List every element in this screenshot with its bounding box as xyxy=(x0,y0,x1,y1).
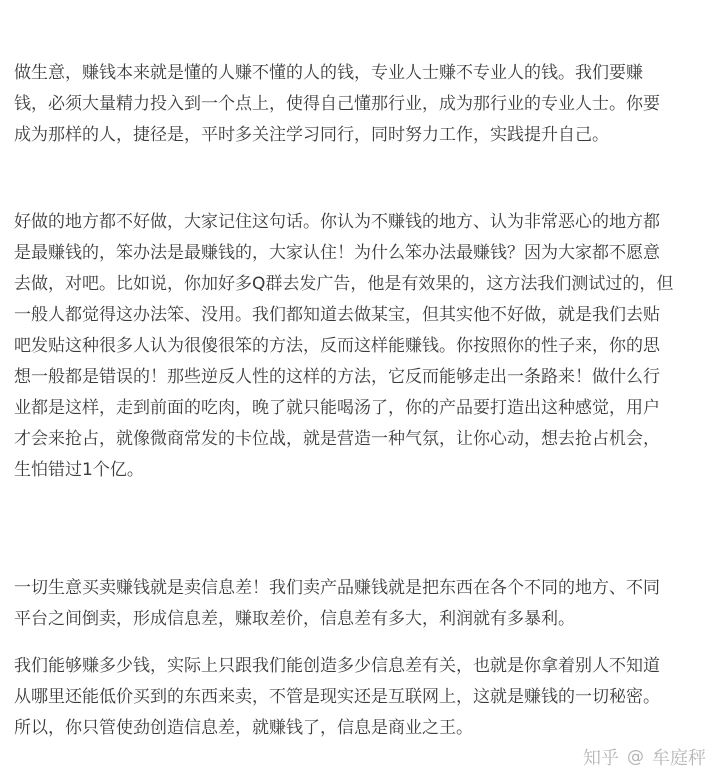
paragraph-1 xyxy=(14,58,704,151)
paragraph-line: 一切生意买卖赚钱就是卖信息差！我们卖产品赚钱就是把东西在各个不同的地方、不同 xyxy=(14,578,660,598)
article-body xyxy=(14,58,704,744)
paragraph-line: 钱，必须大量精力投入到一个点上，使得自己懂那行业，成为那行业的专业人士。你要 xyxy=(14,94,660,114)
paragraph-line: 我们能够赚多少钱，实际上只跟我们能创造多少信息差有关，也就是你拿着别人不知道 xyxy=(14,656,660,676)
paragraph-line: 所以，你只管使劲创造信息差，就赚钱了，信息是商业之王。 xyxy=(14,718,473,738)
paragraph-line: 生怕错过1个亿。 xyxy=(14,460,144,480)
watermark-site: 知乎 xyxy=(583,748,619,769)
zhihu-watermark xyxy=(583,744,706,770)
paragraph-line: 是最赚钱的，笨办法是最赚钱的，大家认住！为什么笨办法最赚钱？因为大家都不愿意 xyxy=(14,243,660,263)
watermark-author: 牟庭秤 xyxy=(652,748,706,769)
paragraph-line: 去做，对吧。比如说，你加好多Q群去发广告，他是有效果的，这方法我们测试过的，但 xyxy=(14,274,674,294)
paragraph-3 xyxy=(14,573,704,635)
paragraph-line: 做生意，赚钱本来就是懂的人赚不懂的人的钱，专业人士赚不专业人的钱。我们要赚 xyxy=(14,63,643,83)
paragraph-line: 成为那样的人，捷径是，平时多关注学习同行，同时努力工作，实践提升自己。 xyxy=(14,125,609,145)
paragraph-2 xyxy=(14,207,704,486)
paragraph-line: 一般人都觉得这办法笨、没用。我们都知道去做某宝，但其实他不好做，就是我们去贴 xyxy=(14,305,660,325)
paragraph-4 xyxy=(14,651,704,744)
paragraph-line: 平台之间倒卖，形成信息差，赚取差价，信息差有多大，利润就有多暴利。 xyxy=(14,609,575,629)
paragraph-line: 好做的地方都不好做，大家记住这句话。你认为不赚钱的地方、认为非常恶心的地方都 xyxy=(14,212,660,232)
paragraph-line: 从哪里还能低价买到的东西来卖，不管是现实还是互联网上，这就是赚钱的一切秘密。 xyxy=(14,687,660,707)
paragraph-line: 业都是这样，走到前面的吃肉，晚了就只能喝汤了，你的产品要打造出这种感觉，用户 xyxy=(14,398,660,418)
watermark-at: @ xyxy=(627,747,644,767)
paragraph-line: 吧发贴这种很多人认为很傻很笨的方法，反而这样能赚钱。你按照你的性子来，你的思 xyxy=(14,336,660,356)
paragraph-line: 才会来抢占，就像微商常发的卡位战，就是营造一种气氛，让你心动，想去抢占机会， xyxy=(14,429,660,449)
paragraph-line: 想一般都是错误的！那些逆反人性的这样的方法，它反而能够走出一条路来！做什么行 xyxy=(14,367,660,387)
